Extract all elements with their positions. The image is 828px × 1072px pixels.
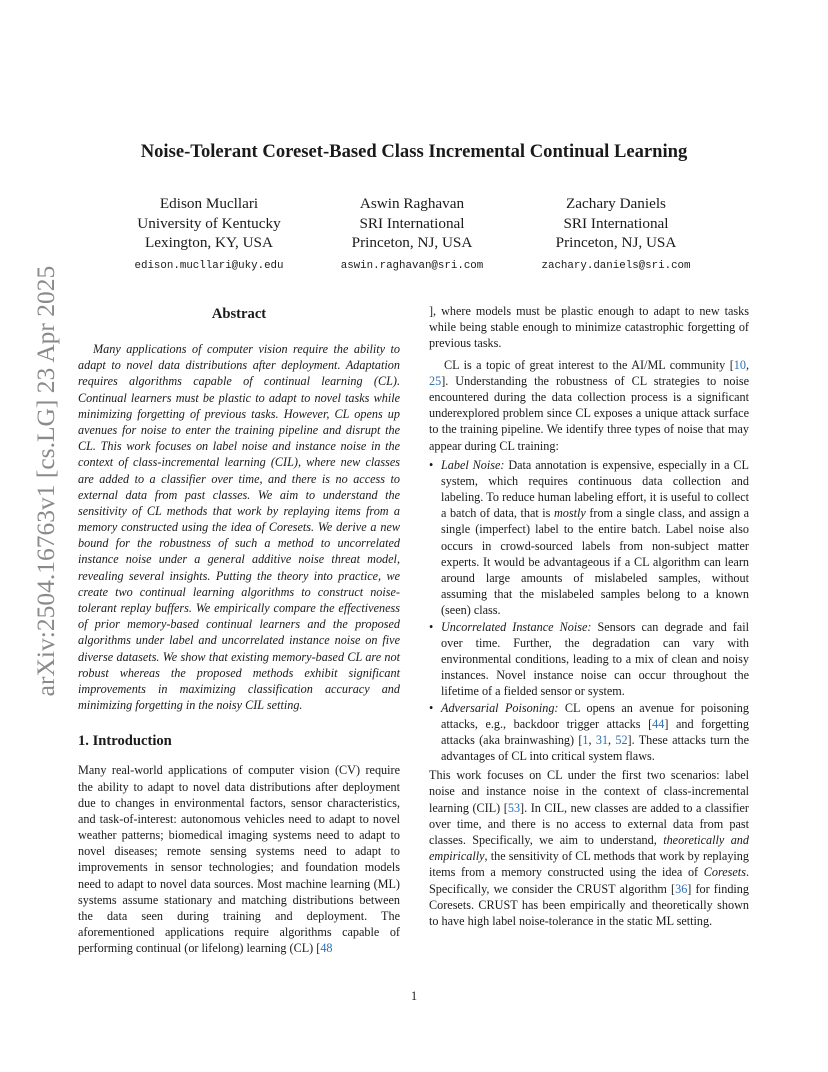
citation-link[interactable]: 44 bbox=[652, 716, 665, 731]
intro-paragraph-1: Many real-world applications of computer vision (CV) require the ability to adapt to novel data distributions after deployment due to changes in environmental factors, sensor characteristics, and task-of-interest: autonomous vehicles need to adapt to novel weather patterns; biomedical imaging systems need to adapt to novel diseases; remote sensing systems need to adapt to improvements in sensor technologies; and foundation models need to adapt to novel data sources. Most machine learning (ML) systems assume stationary and matching distributions between the data seen during training and deployment. The aforementioned applications require algorithms capable of performing continual (or lifelong) learning (CL) [48 bbox=[78, 763, 400, 956]
citation-link[interactable]: 53 bbox=[507, 800, 521, 815]
author-affiliation: SRI International bbox=[563, 214, 669, 232]
intro-paragraph-2: CL is a topic of great interest to the AI/ML community [10, 25]. Understanding the robustness of CL strategies to noise encountered during the data collection process is a significant underexplored problem since CL exposes a unique attack surface to the training pipeline. We identify three types of noise that may appear during CL training: bbox=[429, 357, 749, 453]
arxiv-side-stamp bbox=[26, 265, 66, 697]
page-number: 1 bbox=[410, 989, 418, 1003]
citation-link[interactable]: 25 bbox=[429, 373, 442, 388]
list-item-adversarial-poisoning: • Adversarial Poisoning: CL opens an avenue for poisoning attacks, e.g., backdoor trigger attacks [44] and forgetting attacks (aka brainwashing) [1, 31, 52]. These attacks turn the advantages of CL into critical system flaws. bbox=[441, 700, 749, 765]
author-affiliation: University of Kentucky bbox=[137, 214, 281, 232]
author-email[interactable]: aswin.raghavan@sri.com bbox=[340, 259, 484, 272]
author-block-3 bbox=[524, 194, 708, 272]
list-item-label-noise: • Label Noise: Data annotation is expensive, especially in a CL system, which requires continuous data collection and labeling. To reduce human labeling effort, it is useful to collect a batch of data, that is mostly from a single class, and assign a single (imperfect) label to the entire batch. Label noise also occurs in crowd-sourced labels from non-subject matter experts. It would be advantageous if a CL algorithm can learn around large amounts of mislabeled samples, without assuming that the mislabeled samples belong to a known (seen) class. bbox=[441, 457, 749, 619]
arxiv-identifier: arXiv:2504.16763v1 [cs.LG] 23 Apr 2025 bbox=[31, 265, 60, 697]
noise-type-list bbox=[429, 457, 749, 765]
citation-link[interactable]: 48 bbox=[320, 941, 333, 956]
right-column bbox=[429, 303, 749, 929]
author-affiliation: SRI International bbox=[359, 214, 465, 232]
author-location: Princeton, NJ, USA bbox=[351, 234, 473, 252]
list-item-instance-noise: • Uncorrelated Instance Noise: Sensors can degrade and fail over time. Further, the degradation can vary with environmental conditions, leading to a mix of clean and noisy instances. Novel instance noise can occur throughout the lifetime of a fielded sensor or system. bbox=[441, 619, 749, 700]
citation-link[interactable]: 1 bbox=[582, 732, 589, 747]
citation-link[interactable]: 10 bbox=[733, 357, 746, 372]
author-location: Lexington, KY, USA bbox=[145, 234, 273, 252]
abstract-body: Many applications of computer vision require the ability to adapt to novel data distributions after deployment. Adaptation requires algorithms capable of continual learning (CL). Continual learners must be plastic to adapt to novel tasks while minimizing forgetting of previous tasks. However, CL opens up avenues for noise to enter the training pipeline and disrupt the CL. This work focuses on label noise and instance noise in the context of class-incremental learning (CIL), where new classes are added to a classifier over time, and there is no access to external data from past classes. We aim to understand the sensitivity of CL methods that work by replaying items from a memory constructed using the idea of Coresets. We derive a new bound for the robustness of such a method to uncorrelated instance noise under a general additive noise threat model, revealing several insights. Putting the theory into practice, we create two continual learning algorithms to construct noise-tolerant replay buffers. We empirically compare the effectiveness of prior memory-based continual learners and the proposed algorithms under label and uncorrelated instance noise on five diverse datasets. We show that existing memory-based CL are not robust whereas the proposed methods exhibit significant improvements in maximizing classification accuracy and minimizing forgetting in the noisy CIL setting. bbox=[78, 342, 400, 713]
author-name: Zachary Daniels bbox=[566, 195, 666, 212]
intro-paragraph-1-continued: ], where models must be plastic enough to adapt to new tasks while being stable enough to minimize catastrophic forgetting of previous tasks. bbox=[429, 304, 749, 351]
author-block-1 bbox=[118, 194, 300, 272]
abstract-heading: Abstract bbox=[211, 306, 267, 322]
citation-link[interactable]: 52 bbox=[615, 732, 628, 747]
author-name: Edison Mucllari bbox=[159, 195, 259, 212]
author-email[interactable]: zachary.daniels@sri.com bbox=[541, 259, 691, 272]
author-name: Aswin Raghavan bbox=[359, 195, 465, 212]
intro-paragraph-3: This work focuses on CL under the first two scenarios: label noise and instance noise in the context of class-incremental learning (CIL) [53]. In CIL, new classes are added to a classifier over time, and there is no access to external data from past classes. Specifically, we aim to understand, theoretically and empirically, the sensitivity of CL methods that work by replaying items from a memory constructed using the idea of Coresets. Specifically, we consider the CRUST algorithm [36] for finding Coresets. CRUST has been empirically and theoretically shown to have high label noise-tolerance in the static ML setting. bbox=[429, 768, 749, 928]
left-column bbox=[78, 306, 400, 957]
citation-link[interactable]: 31 bbox=[595, 732, 609, 747]
author-email[interactable]: edison.mucllari@uky.edu bbox=[134, 259, 284, 272]
author-block-2 bbox=[322, 194, 502, 272]
author-location: Princeton, NJ, USA bbox=[555, 234, 677, 252]
citation-link[interactable]: 36 bbox=[675, 881, 688, 896]
introduction-heading: 1. Introduction bbox=[78, 733, 172, 750]
paper-title: Noise-Tolerant Coreset-Based Class Incremental Continual Learning bbox=[140, 141, 688, 162]
